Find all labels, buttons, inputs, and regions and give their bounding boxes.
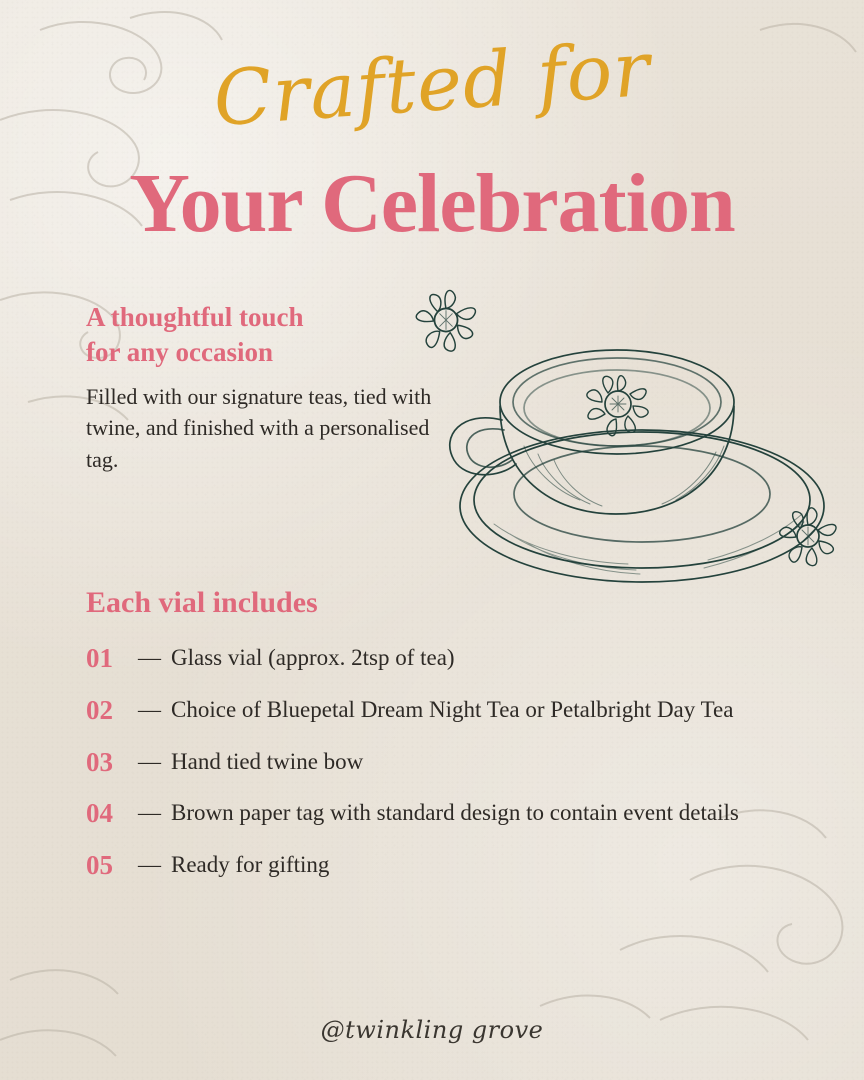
list-item-dash: — — [138, 852, 161, 877]
intro-heading-line-2: for any occasion — [86, 336, 273, 367]
teacup-with-daisies-icon — [404, 278, 854, 608]
list-item-dash: — — [138, 696, 161, 722]
list-item-number: 02 — [86, 694, 113, 725]
list-item — [86, 797, 786, 831]
intro-block — [86, 300, 436, 475]
intro-body: Filled with our signature teas, tied with twine, and finished with a personalised tag. — [86, 384, 432, 472]
list-heading: Each vial includes — [86, 586, 318, 619]
vial-includes-list — [86, 642, 786, 901]
list-item-number: 03 — [86, 746, 113, 777]
list-item-dash: — — [138, 800, 161, 826]
list-item-text: Brown paper tag with standard design to contain event details — [171, 800, 739, 826]
list-item — [86, 694, 786, 728]
list-item-dash: — — [138, 748, 161, 774]
list-item-text: Hand tied twine bow — [171, 748, 364, 774]
list-item-number: 04 — [86, 798, 113, 829]
teacup-illustration — [404, 278, 854, 608]
list-item-text: Ready for gifting — [171, 852, 330, 877]
list-item-dash: — — [138, 645, 161, 670]
page-title: Your Celebration — [129, 157, 735, 250]
script-title: Crafted for — [210, 23, 654, 144]
social-handle: @twinkling grove — [320, 1016, 544, 1044]
intro-heading — [86, 300, 436, 369]
list-item-number: 05 — [86, 850, 113, 880]
list-item-text: Choice of Bluepetal Dream Night Tea or Petalbright Day Tea — [171, 696, 734, 722]
list-item-number: 01 — [86, 643, 113, 673]
list-item-text: Glass vial (approx. 2tsp of tea) — [171, 645, 455, 670]
list-item — [86, 746, 786, 780]
list-item — [86, 849, 786, 883]
intro-heading-line-1: A thoughtful touch — [86, 302, 304, 332]
list-item — [86, 642, 786, 676]
